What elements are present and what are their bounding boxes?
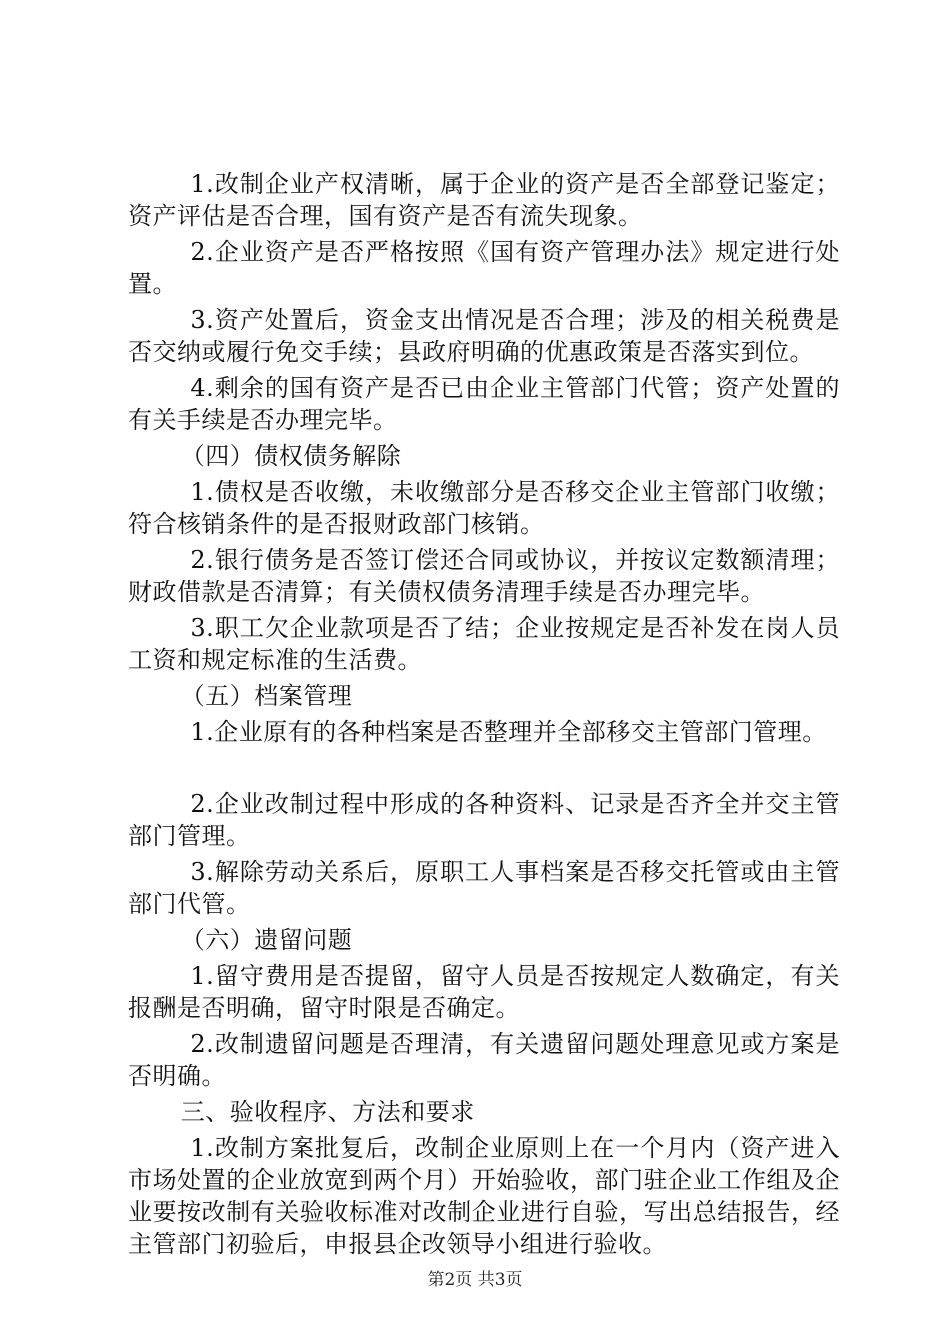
section-heading-procedure: 三、验收程序、方法和要求 (180, 1098, 475, 1126)
list-item: 1.留守费用是否提留，留守人员是否按规定人数确定，有关报酬是否明确，留守时限是否确定。 (128, 962, 840, 1022)
document-body (128, 168, 840, 1264)
section-heading-debt: （四）债权债务解除 (180, 442, 402, 470)
list-item: 3.资产处置后，资金支出情况是否合理；涉及的相关税费是否交纳或履行免交手续；县政府明确的优惠政策是否落实到位。 (128, 306, 840, 366)
list-item: 3.解除劳动关系后，原职工人事档案是否移交托管或由主管部门代管。 (128, 858, 840, 918)
list-item: 1.改制企业产权清晰，属于企业的资产是否全部登记鉴定；资产评估是否合理，国有资产是否有流失现象。 (128, 170, 840, 230)
list-item: 1.企业原有的各种档案是否整理并全部移交主管部门管理。 (190, 718, 827, 746)
list-item: 1.改制方案批复后，改制企业原则上在一个月内（资产进入市场处置的企业放宽到两个月）开始验收，部门驻企业工作组及企业要按改制有关验收标准对改制企业进行自验，写出总结报告，经主管部门初验后，申报县企改领导小组进行验收。 (128, 1134, 840, 1258)
list-item: 2.企业资产是否严格按照《国有资产管理办法》规定进行处置。 (128, 238, 840, 298)
list-item: 2.银行债务是否签订偿还合同或协议，并按议定数额清理；财政借款是否清算；有关债权债务清理手续是否办理完毕。 (128, 546, 840, 606)
section-heading-legacy: （六）遗留问题 (180, 926, 353, 954)
list-item: 2.改制遗留问题是否理清，有关遗留问题处理意见或方案是否明确。 (128, 1030, 840, 1090)
list-item: 4.剩余的国有资产是否已由企业主管部门代管；资产处置的有关手续是否办理完毕。 (128, 374, 840, 434)
list-item: 3.职工欠企业款项是否了结；企业按规定是否补发在岗人员工资和规定标准的生活费。 (128, 614, 840, 674)
page-number-footer: 第2页 共3页 (427, 1270, 523, 1290)
list-item: 1.债权是否收缴，未收缴部分是否移交企业主管部门收缴；符合核销条件的是否报财政部门核销。 (128, 478, 840, 538)
section-heading-archives: （五）档案管理 (180, 682, 353, 710)
list-item: 2.企业改制过程中形成的各种资料、记录是否齐全并交主管部门管理。 (128, 790, 840, 850)
